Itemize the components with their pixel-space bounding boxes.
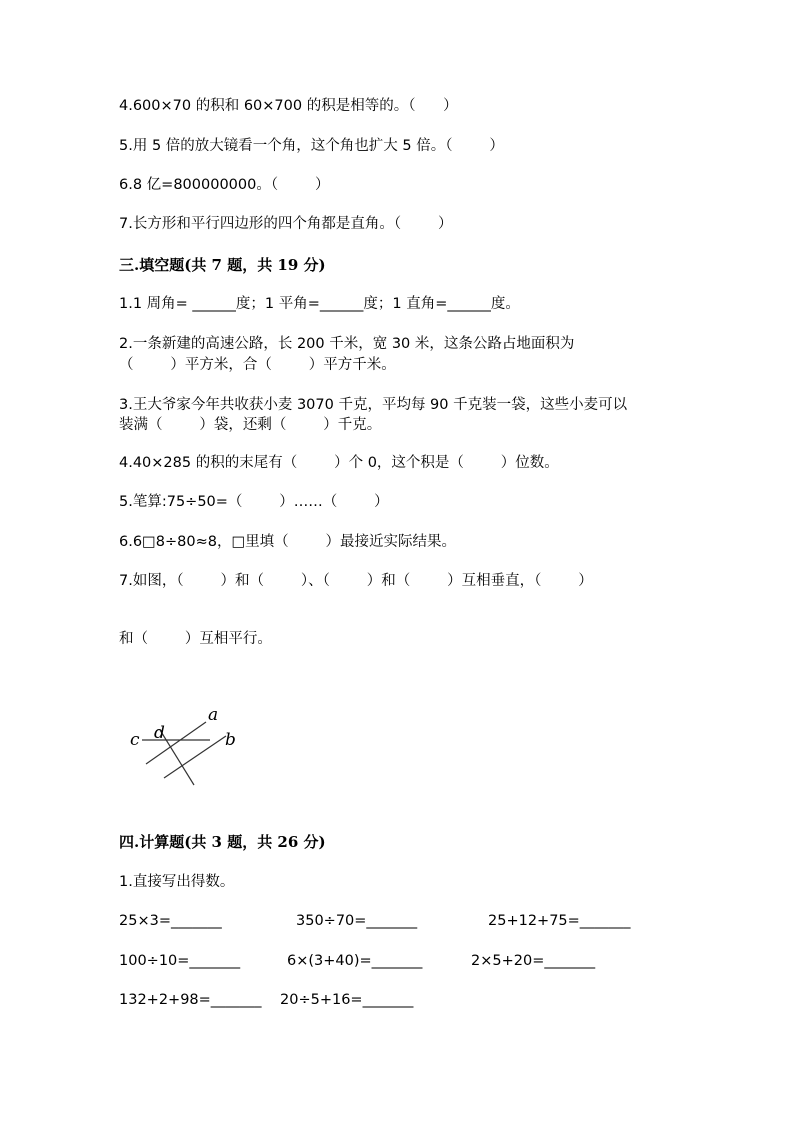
calc-item: 25+12+75=_______ xyxy=(488,913,631,929)
fill-q1: 1.1 周角= ______度；1 平角=______度；1 直角=______度。 xyxy=(119,296,520,312)
calc-item: 6×(3+40)=_______ xyxy=(287,953,423,969)
fill-q3-line1: 3.王大爷家今年共收获小麦 3070 千克，平均每 90 千克装一袋，这些小麦可以 xyxy=(119,397,628,413)
fill-q4: 4.40×285 的积的末尾有（ ）个 0，这个积是（ ）位数。 xyxy=(119,455,559,471)
judgment-q5: 5.用 5 倍的放大镜看一个角，这个角也扩大 5 倍。（ ） xyxy=(119,138,504,154)
judgment-q7: 7.长方形和平行四边形的四个角都是直角。（ ） xyxy=(119,216,453,232)
calc-item: 20÷5+16=_______ xyxy=(280,992,414,1008)
calc-item: 2×5+20=_______ xyxy=(471,953,596,969)
fill-q3-line2: 装满（ ）袋，还剩（ ）千克。 xyxy=(119,417,382,433)
label-a: a xyxy=(208,705,219,725)
label-c: c xyxy=(130,730,140,750)
line-b xyxy=(164,736,226,778)
fill-q6: 6.6□8÷80≈8，□里填（ ）最接近实际结果。 xyxy=(119,534,457,550)
fill-q2-line1: 2.一条新建的高速公路，长 200 千米，宽 30 米，这条公路占地面积为 xyxy=(119,336,575,352)
calc-item: 25×3=_______ xyxy=(119,913,222,929)
fill-q7-line1: 7.如图，（ ）和（ ）、（ ）和（ ）互相垂直，（ ） xyxy=(119,573,593,589)
label-d: d xyxy=(154,723,165,743)
calc-item: 350÷70=_______ xyxy=(296,913,418,929)
lines-figure xyxy=(124,700,254,795)
calc-item: 100÷10=_______ xyxy=(119,953,241,969)
fill-section-heading: 三.填空题(共 7 题，共 19 分) xyxy=(119,256,326,274)
calc-item: 132+2+98=_______ xyxy=(119,992,262,1008)
fill-q2-line2: （ ）平方米，合（ ）平方千米。 xyxy=(119,357,396,373)
label-b: b xyxy=(225,730,236,750)
fill-q7-line2: 和（ ）互相平行。 xyxy=(119,631,272,647)
judgment-q6: 6.8 亿=800000000。（ ） xyxy=(119,177,330,193)
calc-q1-title: 1.直接写出得数。 xyxy=(119,874,235,890)
fill-q5: 5.笔算:75÷50=（ ）……（ ） xyxy=(119,494,389,510)
calc-section-heading: 四.计算题(共 3 题，共 26 分) xyxy=(119,833,326,851)
judgment-q4: 4.600×70 的积和 60×700 的积是相等的。（ ） xyxy=(119,98,458,114)
